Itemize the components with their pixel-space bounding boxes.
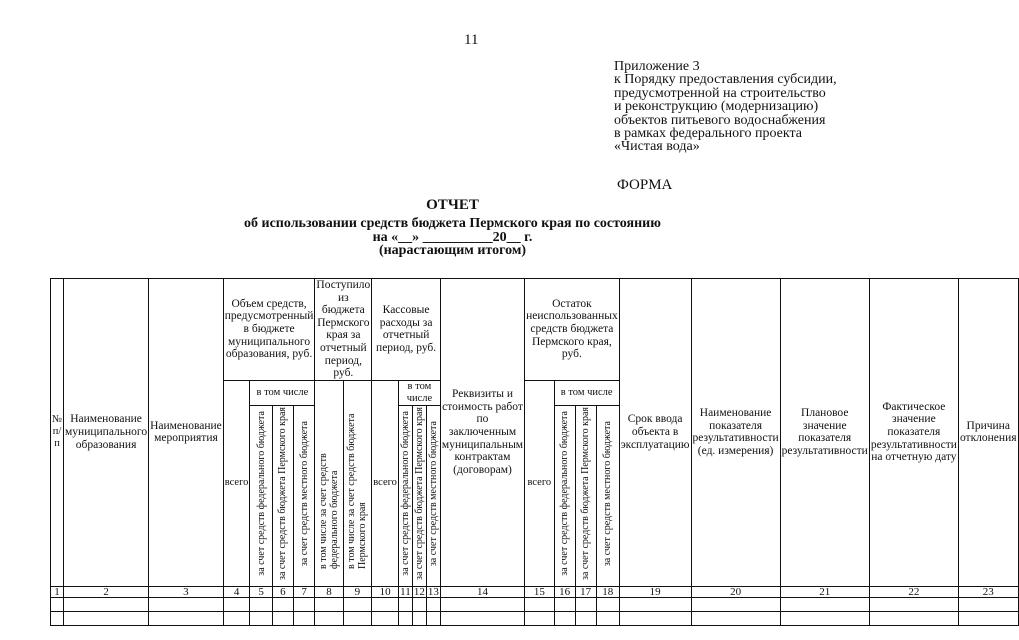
table-cell [315, 597, 343, 611]
column-number: 21 [780, 586, 869, 597]
table-cell [780, 597, 869, 611]
column-number: 8 [315, 586, 343, 597]
column-number: 14 [440, 586, 524, 597]
table-cell [149, 611, 224, 625]
appendix-line: Приложение 3 [614, 59, 700, 74]
table-cell [250, 611, 272, 625]
header-col-22: Фактическое значение показателя результативности на отчетную дату [869, 279, 958, 587]
column-number: 9 [343, 586, 372, 597]
report-title: ОТЧЕТ [426, 197, 479, 213]
header-in-that-number: в том числе [398, 380, 440, 405]
table-cell [440, 611, 524, 625]
table-cell [554, 597, 575, 611]
table-cell [958, 597, 1018, 611]
column-number: 7 [293, 586, 314, 597]
header-group-volume: Объем средств, предусмотренный в бюджете муниципального образования, руб. [223, 279, 315, 381]
column-number: 15 [525, 586, 555, 597]
column-number: 3 [149, 586, 224, 597]
column-number: 2 [64, 586, 149, 597]
table-cell [426, 611, 440, 625]
table-cell [343, 611, 372, 625]
column-number: 17 [575, 586, 596, 597]
appendix-line: к Порядку предоставления субсидии, [614, 72, 837, 88]
column-number: 5 [250, 586, 272, 597]
header-col-13-text: за счет средств местного бюджета [427, 421, 439, 567]
header-col-12-text: за счет средств бюджета Пермского края [413, 407, 425, 581]
appendix-line: в рамках федерального проекта [614, 126, 803, 142]
column-number: 6 [272, 586, 293, 597]
table-cell [64, 597, 149, 611]
table-cell [554, 611, 575, 625]
table-cell [958, 611, 1018, 625]
table-cell [412, 597, 426, 611]
report-subtitle [0, 217, 905, 258]
table-cell [149, 597, 224, 611]
appendix-line: и реконструкцию (модернизацию) [614, 99, 819, 115]
table-cell [426, 597, 440, 611]
subtitle-line: (нарастающим итогом) [378, 243, 527, 258]
table-cell [372, 611, 399, 625]
table-row [51, 597, 1019, 611]
column-number: 11 [400, 585, 411, 598]
table-cell [596, 597, 619, 611]
table-cell [250, 597, 272, 611]
table-cell [372, 597, 399, 611]
table-cell [869, 597, 958, 611]
table-body [51, 597, 1019, 625]
header-col-16-text: за счет средств федерального бюджета [559, 411, 571, 577]
form-label: ФОРМА [617, 177, 673, 193]
column-number: 12 [413, 585, 425, 598]
subtitle-line: на «__» __________20__ г. [372, 229, 533, 245]
column-number: 18 [596, 586, 619, 597]
header-col-3: Наименование мероприятия [149, 279, 224, 587]
table-cell [315, 611, 343, 625]
header-col-16 [554, 405, 575, 586]
subtitle-line: об использовании средств бюджета Пермского края по состоянию [244, 216, 661, 231]
column-number: 19 [619, 586, 691, 597]
table-cell [525, 611, 555, 625]
table-cell [398, 611, 412, 625]
header-col-15: всего [525, 380, 555, 586]
table-cell [691, 597, 780, 611]
header-col-5 [250, 405, 272, 586]
table-cell [780, 611, 869, 625]
report-table [50, 278, 1019, 626]
header-col-8-text: в том числе за счет средств федерального бюджета [317, 453, 340, 570]
table-cell [575, 611, 596, 625]
page-number: 11 [464, 32, 479, 48]
column-number: 16 [554, 586, 575, 597]
header-group-received: Поступило из бюджета Пермского края за отчетный период, руб. [316, 279, 371, 380]
table-cell [293, 597, 314, 611]
table-cell [398, 597, 412, 611]
appendix-header [614, 60, 899, 154]
appendix-line: «Чистая вода» [614, 139, 700, 155]
column-number-row [51, 586, 1019, 597]
header-col-17-text: за счет средств бюджета Пермского края [580, 407, 592, 581]
header-col-18 [596, 405, 619, 586]
table-cell [440, 597, 524, 611]
column-number: 20 [691, 586, 780, 597]
header-group-balance: Остаток неиспользованных средств бюджета Пермского края, руб. [525, 279, 620, 381]
table-cell [272, 597, 293, 611]
table-cell [691, 611, 780, 625]
table-cell [51, 597, 64, 611]
header-in-that-number: в том числе [250, 380, 315, 405]
header-col-11 [398, 405, 412, 586]
column-number: 22 [869, 586, 958, 597]
header-col-12 [412, 405, 426, 586]
table-row [51, 611, 1019, 625]
table-cell [343, 597, 372, 611]
column-number: 1 [51, 586, 64, 597]
table-cell [51, 611, 64, 625]
column-number: 13 [427, 585, 439, 598]
header-col-19: Срок ввода объекта в эксплуатацию [619, 279, 691, 587]
header-col-23: Причина отклонения [958, 279, 1018, 587]
header-col-9-text: в том числе за счет средств бюджета Пермского края [346, 413, 369, 570]
table-cell [223, 597, 250, 611]
column-number: 23 [958, 586, 1018, 597]
table-cell [412, 611, 426, 625]
table-cell [596, 611, 619, 625]
column-number: 10 [372, 586, 399, 597]
header-col-13 [426, 405, 440, 586]
header-col-5-text: за счет средств федерального бюджета [255, 411, 267, 577]
table-cell [64, 611, 149, 625]
table-cell [619, 597, 691, 611]
header-col-4: всего [223, 380, 250, 586]
appendix-line: объектов питьевого водоснабжения [614, 112, 826, 128]
header-col-18-text: за счет средств местного бюджета [602, 421, 614, 567]
table-cell [293, 611, 314, 625]
header-group-cash: Кассовые расходы за отчетный период, руб. [372, 279, 441, 381]
table-cell [525, 597, 555, 611]
header-col-1: № п/п [51, 279, 64, 587]
header-col-11-text: за счет средств федерального бюджета [399, 411, 411, 577]
table-cell [223, 611, 250, 625]
header-col-20: Наименование показателя результативности (ед. измерения) [691, 279, 780, 587]
header-col-6-text: за счет средств бюджета Пермского края [277, 407, 289, 581]
header-col-2: Наименование муниципального образования [64, 279, 149, 587]
header-col-17 [575, 405, 596, 586]
header-col-7 [293, 405, 314, 586]
header-col-8 [315, 380, 343, 586]
table-cell [272, 611, 293, 625]
table-cell [575, 597, 596, 611]
header-col-21: Плановое значение показателя результативности [780, 279, 869, 587]
header-col-9 [343, 380, 372, 586]
appendix-line: предусмотренной на строительство [614, 85, 826, 101]
header-col-10: всего [372, 380, 399, 586]
header-col-14: Реквизиты и стоимость работ по заключенным муниципальным контрактам (договорам) [440, 279, 524, 587]
column-number: 4 [223, 586, 250, 597]
table-cell [619, 611, 691, 625]
header-col-6 [272, 405, 293, 586]
header-in-that-number: в том числе [554, 380, 619, 405]
table-cell [869, 611, 958, 625]
header-col-7-text: за счет средств местного бюджета [298, 421, 310, 567]
